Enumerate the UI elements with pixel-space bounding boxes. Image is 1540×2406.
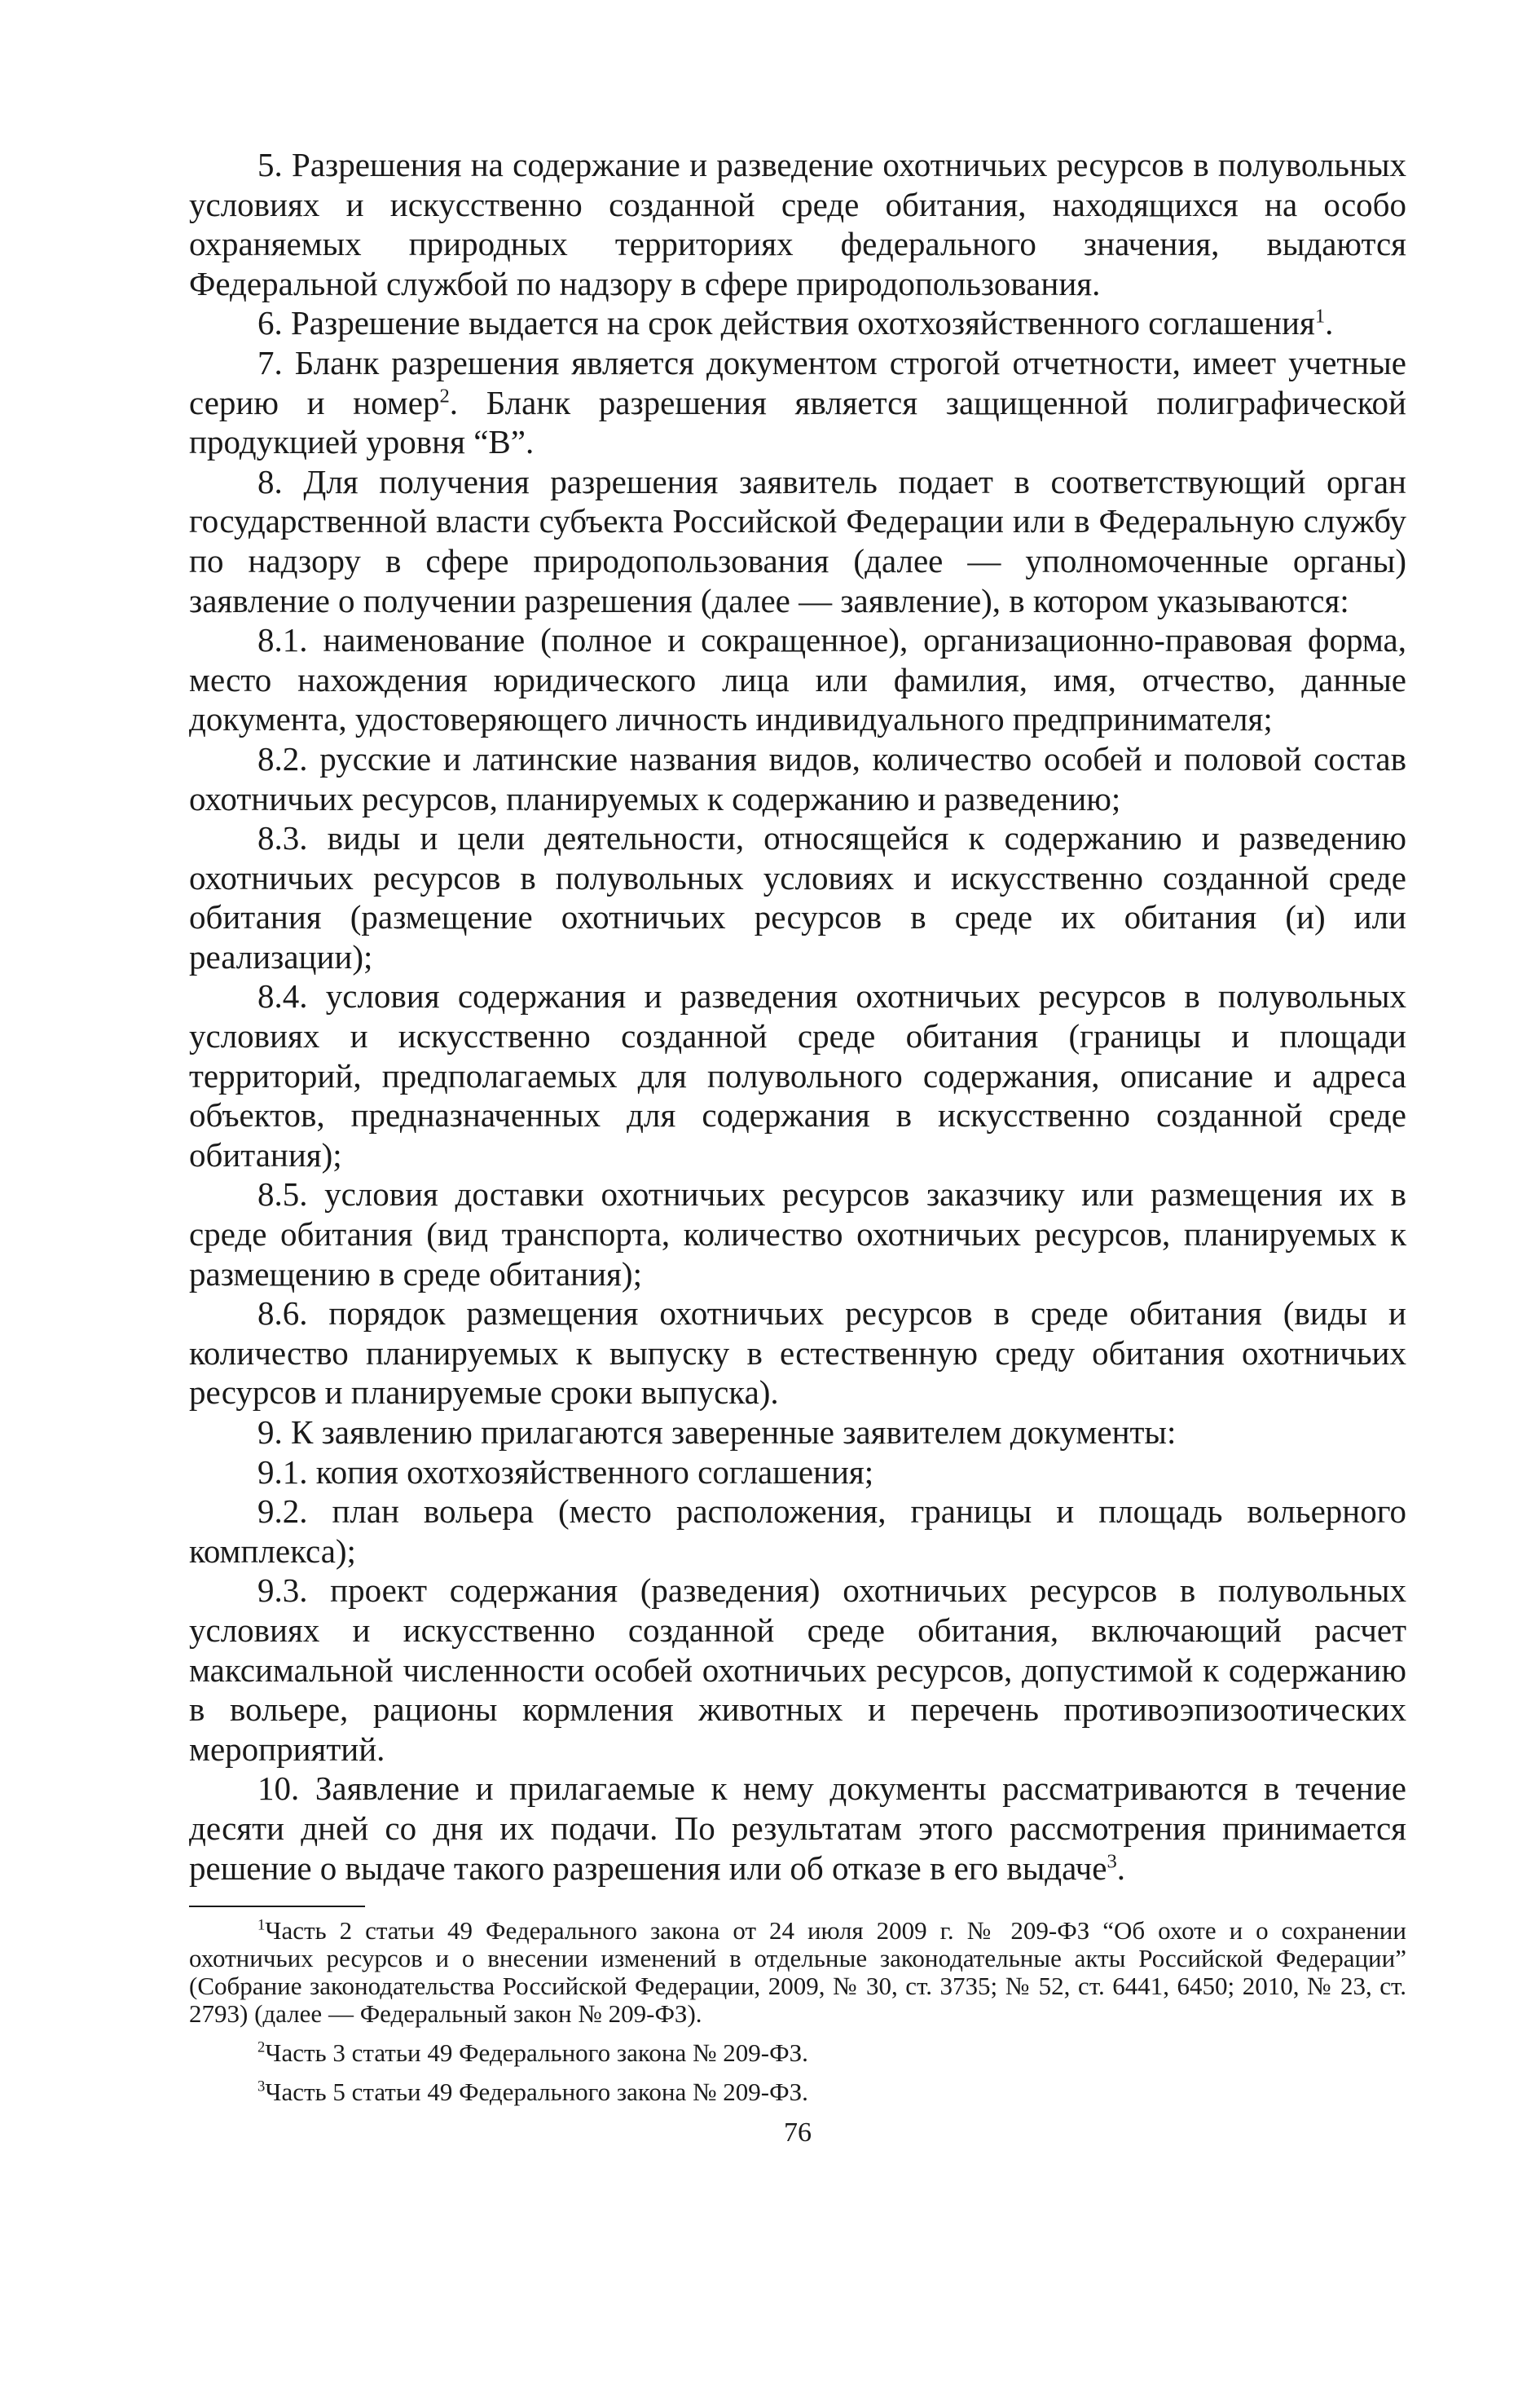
page-number: 76	[784, 2117, 812, 2148]
footnote-ref-1: 1	[1314, 305, 1326, 328]
footnote-divider	[189, 1906, 365, 1907]
paragraph-8-4: 8.4. условия содержания и разведения охотничьих ресурсов в полувольных условиях и искусственно созданной среде обитания (границы и площади территорий, предполагаемых для полувольного содержания, описание и адреса объектов, предназначенных для содержания в искусственно созданной среде обитания);	[189, 977, 1406, 1174]
footnote-1: $^1$Часть 2 статьи 49 Федерального закона от 24 июля 2009 г. № 209-ФЗ “Об охоте и о сохранении охотничьих ресурсов и о внесении изменений в отдельные законодательные акты Российской Федерации” (Собрание законодательства Российской Федерации, 2009, № 30, ст. 3735; № 52, ст. 6441, 6450; 2010, № 23, ст. 2793) (далее — Федеральный закон № 209-ФЗ).	[189, 1916, 1406, 2029]
document-page	[189, 145, 1406, 2148]
paragraph-8-5: 8.5. условия доставки охотничьих ресурсов заказчику или размещения их в среде обитания (вид транспорта, количество охотничьих ресурсов, планируемых к размещению в среде обитания);	[189, 1175, 1406, 1293]
paragraph-10: 10. Заявление и прилагаемые к нему документы рассматриваются в течение десяти дней со дня их подачи. По результатам этого рассмотрения принимается решение о выдаче такого разрешения или об отказе в его выдаче$^3$.	[189, 1769, 1406, 1887]
paragraph-8-1: 8.1. наименование (полное и сокращенное), организационно-правовая форма, место нахождения юридического лица или фамилия, имя, отчество, данные документа, удостоверяющего личность индивидуального предпринимателя;	[189, 621, 1406, 738]
footnote-ref-3: 3	[1107, 1849, 1117, 1872]
footnote-2: $^2$Часть 3 статьи 49 Федерального закона № 209-ФЗ.	[257, 2038, 808, 2068]
paragraph-8-6: 8.6. порядок размещения охотничьих ресурсов в среде обитания (виды и количество планируемых к выпуску в естественную среду обитания охотничьих ресурсов и планируемые сроки выпуска).	[189, 1294, 1406, 1412]
paragraph-6: 6. Разрешение выдается на срок действия охотхозяйственного соглашения$^1$.	[257, 304, 1334, 342]
paragraph-8-2: 8.2. русские и латинские названия видов, количество особей и половой состав охотничьих ресурсов, планируемых к содержанию и разведению;	[189, 739, 1406, 817]
paragraph-9-3: 9.3. проект содержания (разведения) охотничьих ресурсов в полувольных условиях и искусственно созданной среде обитания, включающий расчет максимальной численности особей охотничьих ресурсов, допустимой к содержанию в вольере, рационы кормления животных и перечень противоэпизоотических мероприятий.	[189, 1571, 1406, 1768]
paragraph-8-3: 8.3. виды и цели деятельности, относящейся к содержанию и разведению охотничьих ресурсов в полувольных условиях и искусственно созданной среде обитания (размещение охотничьих ресурсов в среде их обитания (и) или реализации);	[189, 819, 1406, 976]
paragraph-7: 7. Бланк разрешения является документом строгой отчетности, имеет учетные серию и номер$^2$. Бланк разрешения является защищенной полиграфической продукцией уровня “В”.	[189, 343, 1406, 461]
footnotes	[189, 1917, 1406, 2106]
paragraph-9-1: 9.1. копия охотхозяйственного соглашения;	[257, 1452, 874, 1491]
paragraph-8: 8. Для получения разрешения заявитель подает в соответствующий орган государственной власти субъекта Российской Федерации или в Федеральную службу по надзору в сфере природопользования (далее — уполномоченные органы) заявление о получении разрешения (далее — заявление), в котором указываются:	[189, 462, 1406, 619]
paragraph-5: 5. Разрешения на содержание и разведение охотничьих ресурсов в полувольных условиях и искусственно созданной среде обитания, находящихся на особо охраняемых природных территориях федерального значения, выдаются Федеральной службой по надзору в сфере природопользования.	[189, 146, 1406, 302]
paragraph-9: 9. К заявлению прилагаются заверенные заявителем документы:	[257, 1413, 1177, 1451]
footnote-3: $^3$Часть 5 статьи 49 Федерального закона № 209-ФЗ.	[257, 2078, 808, 2107]
paragraph-9-2: 9.2. план вольера (место расположения, границы и площадь вольерного комплекса);	[189, 1492, 1406, 1570]
footnote-ref-2: 2	[439, 384, 450, 407]
body-text	[189, 145, 1406, 1888]
